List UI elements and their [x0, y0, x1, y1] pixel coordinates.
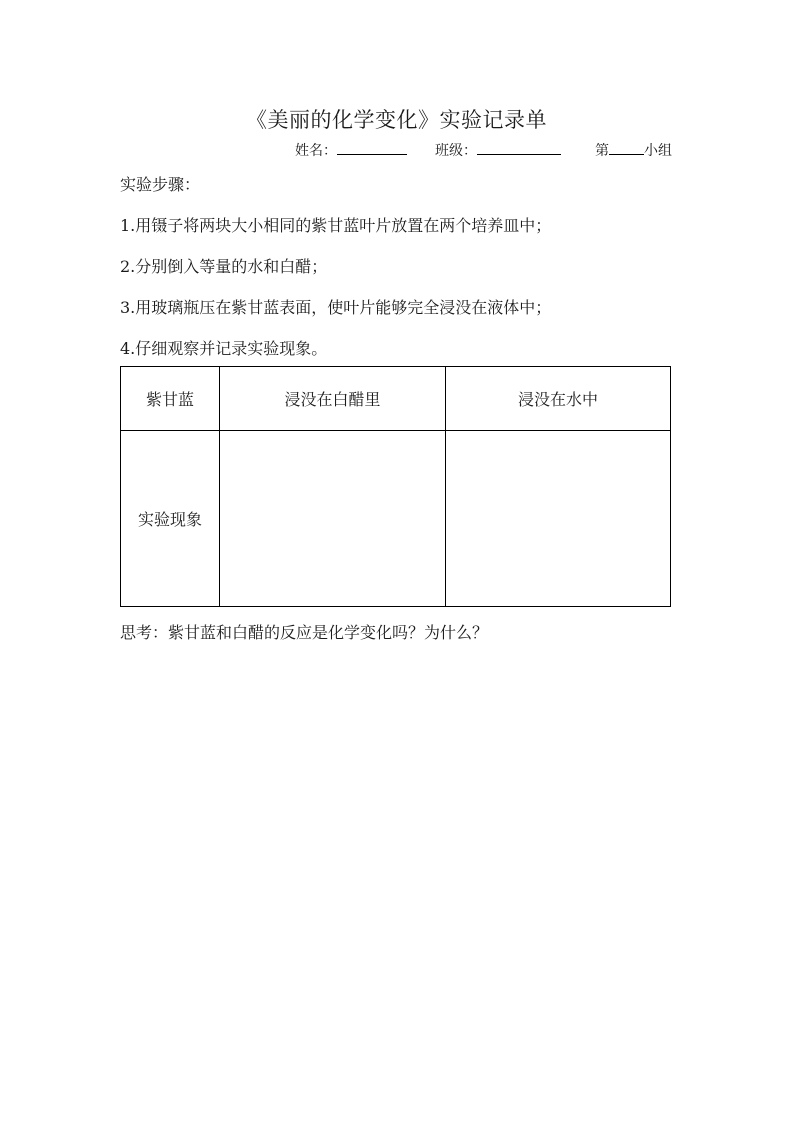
- row-label-cell: 实验现象: [121, 431, 220, 607]
- observation-cell-vinegar[interactable]: [220, 431, 446, 607]
- group-prefix: 第: [595, 143, 609, 159]
- student-info-row: [0, 140, 793, 160]
- steps-heading: 实验步骤：: [120, 175, 201, 194]
- step-item: 1.用镊子将两块大小相同的紫甘蓝叶片放置在两个培养皿中；: [120, 216, 552, 235]
- name-field: [295, 140, 407, 160]
- step-item: 2.分别倒入等量的水和白醋；: [120, 257, 328, 276]
- record-table: [120, 366, 671, 607]
- table-header-cell: 紫甘蓝: [121, 367, 220, 431]
- table-row: [121, 431, 671, 607]
- class-label: 班级：: [435, 143, 477, 159]
- group-field: [595, 140, 672, 160]
- thinking-question: 思考：紫甘蓝和白醋的反应是化学变化吗？为什么？: [120, 623, 489, 642]
- table-header-cell: 浸没在白醋里: [220, 367, 446, 431]
- table-header-cell: 浸没在水中: [446, 367, 671, 431]
- class-blank[interactable]: [477, 140, 561, 155]
- page-title: 《美丽的化学变化》实验记录单: [246, 108, 547, 132]
- class-field: [435, 140, 561, 160]
- name-label: 姓名：: [295, 143, 337, 159]
- step-item: 4.仔细观察并记录实验现象。: [120, 339, 328, 358]
- group-blank[interactable]: [609, 140, 644, 155]
- observation-cell-water[interactable]: [446, 431, 671, 607]
- name-blank[interactable]: [337, 140, 407, 155]
- step-item: 3.用玻璃瓶压在紫甘蓝表面，使叶片能够完全浸没在液体中；: [120, 298, 552, 317]
- table-header-row: [121, 367, 671, 431]
- group-suffix: 小组: [644, 143, 672, 159]
